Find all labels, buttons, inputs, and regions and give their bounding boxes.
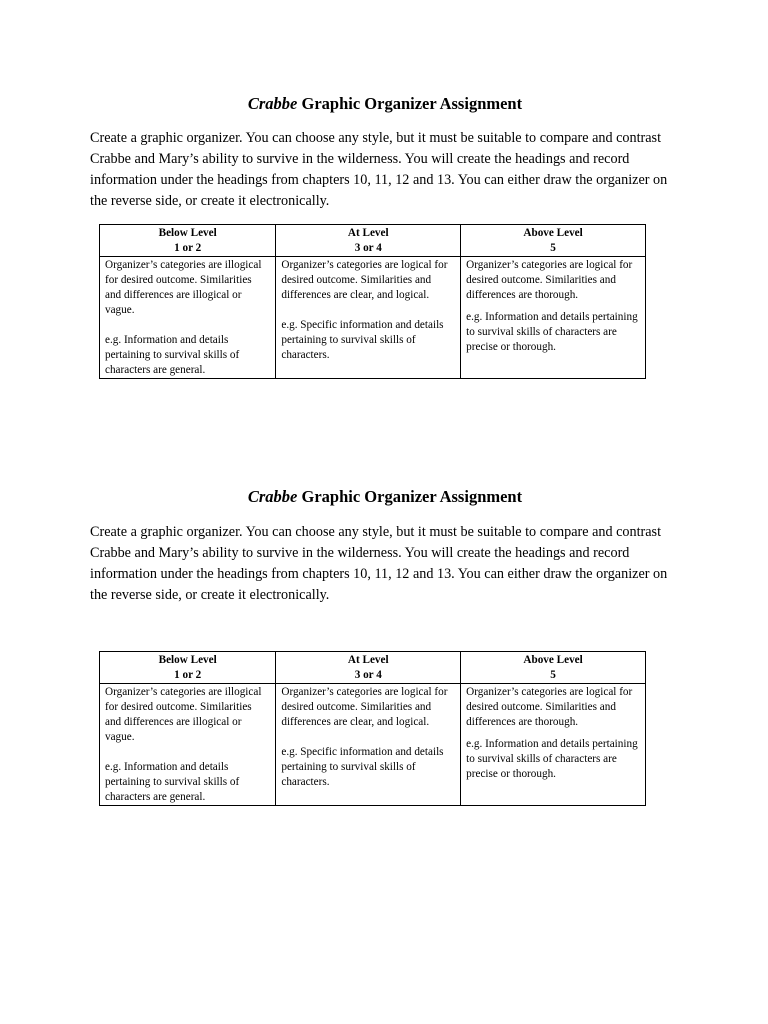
cell-at-level: [276, 257, 461, 379]
title-italic: Crabbe: [247, 487, 298, 506]
cell-description: Organizer’s categories are logical for desired outcome. Similarities and differences are thorough.: [466, 686, 633, 728]
header-above-level: Above Level 5: [461, 652, 646, 684]
cell-example: e.g. Specific information and details pertaining to survival skills of characters.: [281, 319, 444, 361]
cell-example: e.g. Specific information and details pertaining to survival skills of characters.: [281, 746, 444, 788]
header-at-level: At Level 3 or 4: [276, 225, 461, 257]
cell-below-level: [100, 684, 276, 806]
cell-example: e.g. Information and details pertaining to survival skills of characters are precise or thorough.: [466, 311, 638, 353]
rubric-header-row: [100, 652, 646, 684]
header-above-level: Above Level 5: [461, 225, 646, 257]
cell-description: Organizer’s categories are illogical for desired outcome. Similarities and differences are illogical or vague.: [105, 686, 262, 743]
cell-above-level: [461, 684, 646, 806]
header-below-level: Below Level 1 or 2: [100, 225, 276, 257]
rubric-table: [99, 224, 646, 379]
cell-below-level: [100, 257, 276, 379]
assignment-title: [90, 94, 680, 114]
cell-example: e.g. Information and details pertaining to survival skills of characters are precise or thorough.: [466, 738, 638, 780]
header-at-level: At Level 3 or 4: [276, 652, 461, 684]
cell-above-level: [461, 257, 646, 379]
title-italic: Crabbe: [247, 94, 298, 113]
cell-description: Organizer’s categories are logical for desired outcome. Similarities and differences are thorough.: [466, 259, 633, 301]
cell-at-level: [276, 684, 461, 806]
rubric-criteria-row: [100, 684, 646, 806]
title-rest: Graphic Organizer Assignment: [297, 487, 523, 506]
cell-description: Organizer’s categories are logical for desired outcome. Similarities and differences are clear, and logical.: [281, 259, 448, 301]
rubric-header-row: [100, 225, 646, 257]
cell-description: Organizer’s categories are illogical for desired outcome. Similarities and differences are illogical or vague.: [105, 259, 262, 316]
header-below-level: Below Level 1 or 2: [100, 652, 276, 684]
rubric-table: [99, 651, 646, 806]
title-rest: Graphic Organizer Assignment: [297, 94, 523, 113]
cell-example: e.g. Information and details pertaining to survival skills of characters are general.: [105, 334, 240, 376]
cell-description: Organizer’s categories are logical for desired outcome. Similarities and differences are clear, and logical.: [281, 686, 448, 728]
assignment-title: [90, 487, 680, 507]
instructions-paragraph: Create a graphic organizer. You can choose any style, but it must be suitable to compare and contrast Crabbe and Mary’s ability to survive in the wilderness. You will create the headings and record information under the headings from chapters 10, 11, 12 and 13. You can either draw the organizer on the reverse side, or create it electronically.: [90, 130, 668, 209]
instructions-paragraph: Create a graphic organizer. You can choose any style, but it must be suitable to compare and contrast Crabbe and Mary’s ability to survive in the wilderness. You will create the headings and record information under the headings from chapters 10, 11, 12 and 13. You can either draw the organizer on the reverse side, or create it electronically.: [90, 524, 668, 603]
rubric-criteria-row: [100, 257, 646, 379]
cell-example: e.g. Information and details pertaining to survival skills of characters are general.: [105, 761, 240, 803]
